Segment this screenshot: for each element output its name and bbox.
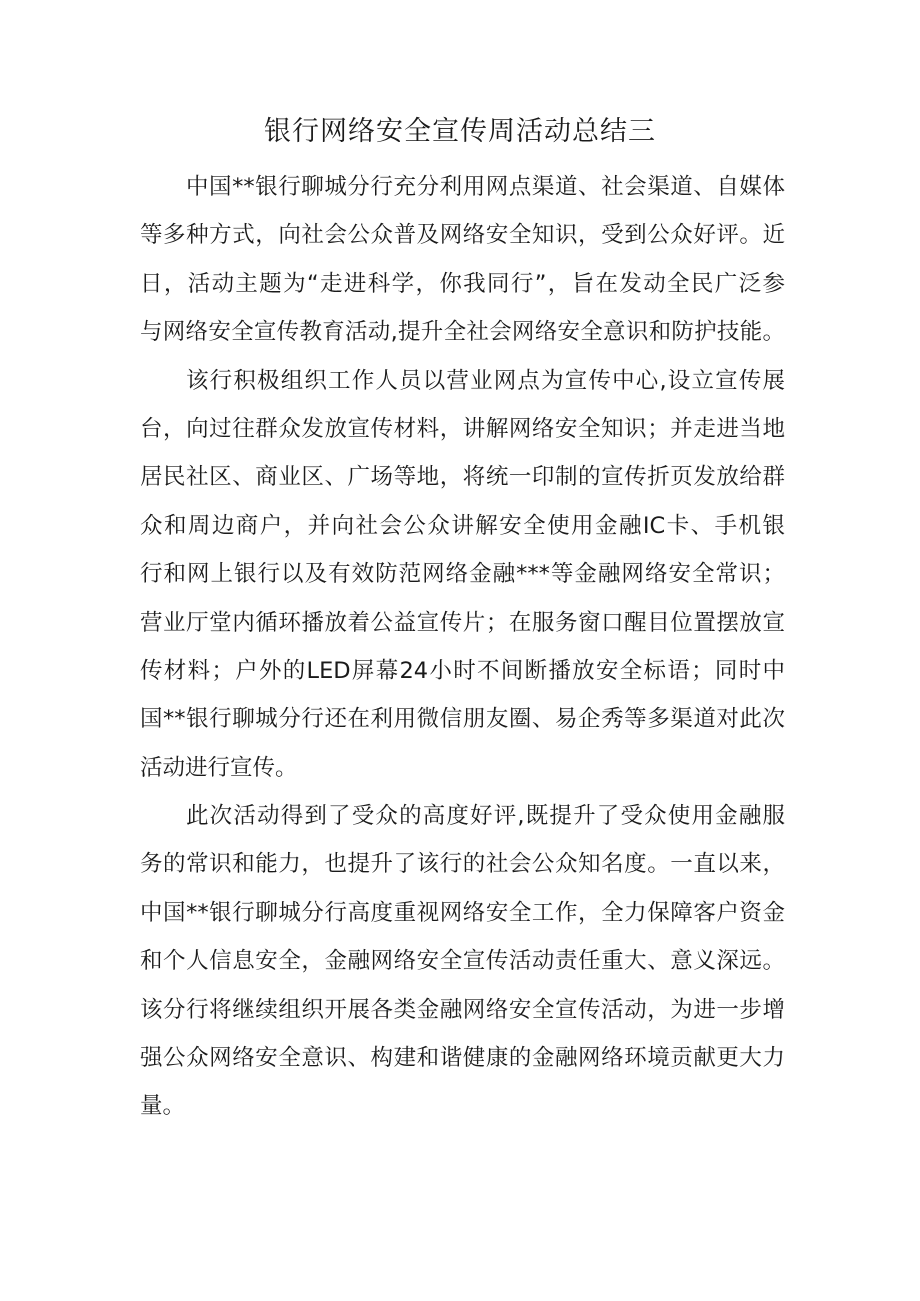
paragraph-3-line: 中国**银行聊城分行高度重视网络安全工作，全力保障客户资金 xyxy=(140,899,785,926)
paragraph-3-line: 强公众网络安全意识、构建和谐健康的金融网络环境贡献更大力 xyxy=(140,1045,785,1072)
paragraph-2-line: 居民社区、商业区、广场等地，将统一印制的宣传折页发放给群 xyxy=(140,464,785,491)
paragraph-3-line: 和个人信息安全，金融网络安全宣传活动责任重大、意义深远。 xyxy=(140,948,785,975)
paragraph-3-line: 此次活动得到了受众的高度好评,既提升了受众使用金融服 xyxy=(186,803,785,830)
paragraph-2-line: 活动进行宣传。 xyxy=(140,754,298,781)
document-title: 银行网络安全宣传周活动总结三 xyxy=(264,116,656,147)
paragraph-3-line: 该分行将继续组织开展各类金融网络安全宣传活动，为进一步增 xyxy=(140,996,785,1023)
paragraph-1-line: 中国**银行聊城分行充分利用网点渠道、社会渠道、自媒体 xyxy=(186,174,785,200)
paragraph-3-line: 务的常识和能力，也提升了该行的社会公众知名度。一直以来， xyxy=(140,851,785,878)
paragraph-3-line: 量。 xyxy=(140,1093,186,1120)
paragraph-1-line: 等多种方式，向社会公众普及网络安全知识，受到公众好评。近 xyxy=(140,222,785,249)
document-body xyxy=(140,163,785,1131)
paragraph-1-line: 日，活动主题为“走进科学，你我同行”，旨在发动全民广泛参 xyxy=(140,270,785,297)
paragraph-2-line: 国**银行聊城分行还在利用微信朋友圈、易企秀等多渠道对此次 xyxy=(140,706,785,733)
paragraph-2-line: 行和网上银行以及有效防范网络金融***等金融网络安全常识； xyxy=(140,561,785,588)
paragraph-2-line: 传材料；户外的LED屏幕24小时不间断播放安全标语；同时中 xyxy=(140,657,785,684)
paragraph-1-line: 与网络安全宣传教育活动,提升全社会网络安全意识和防护技能。 xyxy=(140,319,785,346)
paragraph-2-line: 营业厅堂内循环播放着公益宣传片；在服务窗口醒目位置摆放宣 xyxy=(140,609,785,636)
paragraph-2-line: 该行积极组织工作人员以营业网点为宣传中心,设立宣传展 xyxy=(186,367,785,394)
paragraph-2-line: 众和周边商户，并向社会公众讲解安全使用金融IC卡、手机银 xyxy=(140,512,785,539)
paragraph-2-line: 台，向过往群众发放宣传材料，讲解网络安全知识；并走进当地 xyxy=(140,415,785,442)
